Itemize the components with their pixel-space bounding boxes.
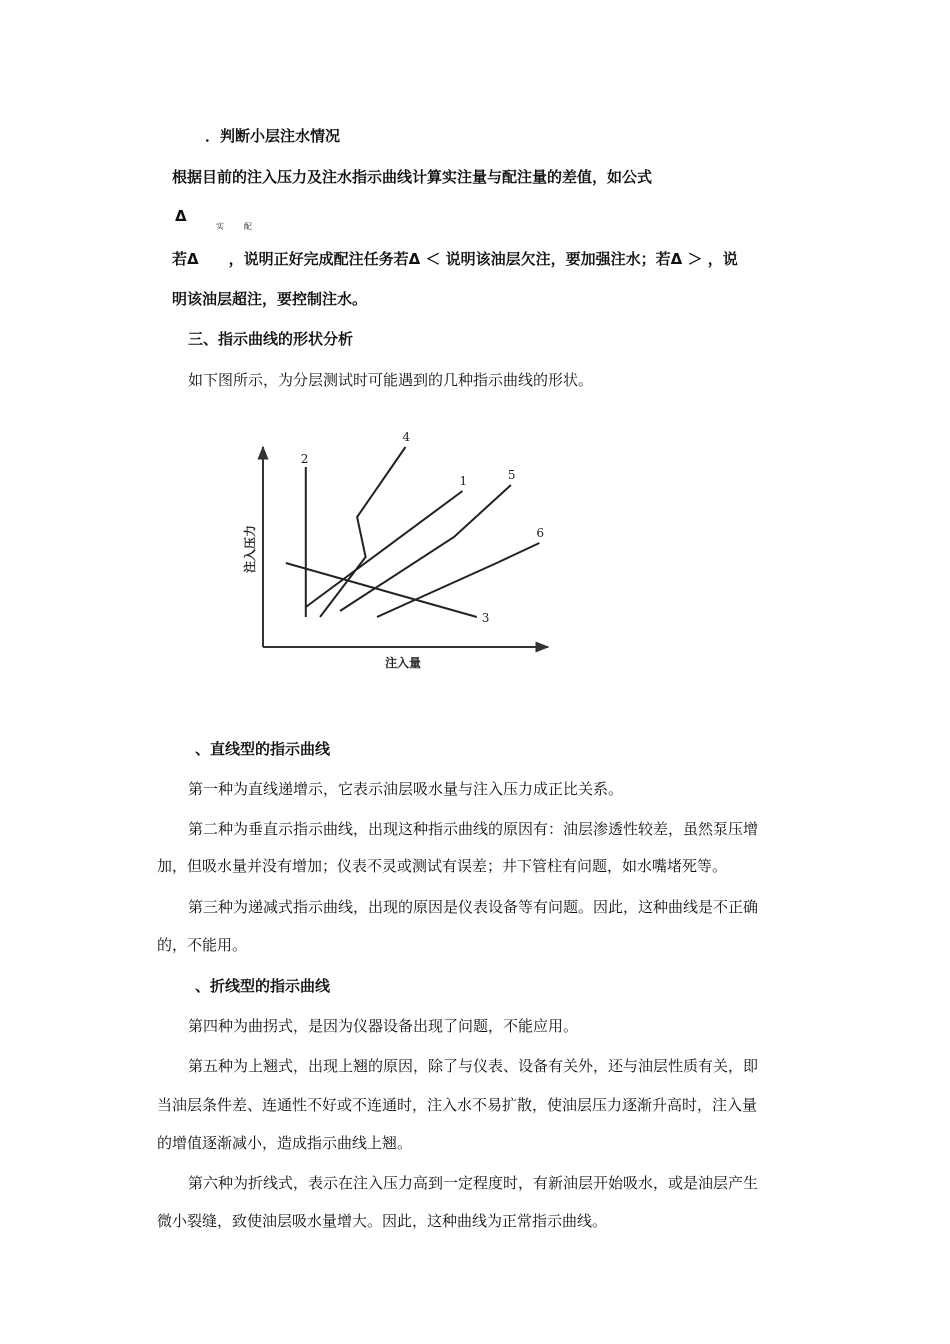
figure-intro-paragraph: 如下图所示，为分层测试时可能遇到的几种指示曲线的形状。: [188, 371, 594, 389]
paragraph-type-5-line-1: 第五种为上翘式，出现上翘的原因，除了与仪表、设备有关外，还与油层性质有关，即: [188, 1057, 759, 1075]
subsection-heading-linear: 、直线型的指示曲线: [195, 740, 331, 758]
condition-line-2: 明该油层超注，要控制注水。: [172, 290, 368, 308]
series-line-3: [286, 563, 477, 617]
series-line-6: [377, 543, 539, 617]
formula-intro-paragraph: 根据目前的注入压力及注水指示曲线计算实注量与配注量的差值，如公式: [172, 168, 653, 186]
paragraph-type-1: 第一种为直线递增示，它表示油层吸水量与注入压力成正比关系。: [188, 780, 624, 798]
paragraph-type-5-line-2: 当油层条件差、连通性不好或不连通时，注入水不易扩散，使油层压力逐渐升高时，注入量: [157, 1096, 758, 1114]
paragraph-type-3-line-2: 的，不能用。: [157, 936, 248, 954]
series-label-3: 3: [481, 611, 490, 625]
series-label-6: 6: [536, 526, 545, 540]
paragraph-type-5-line-3: 的增值逐渐减小，造成指示曲线上翘。: [157, 1134, 413, 1152]
series-line-4: [320, 447, 406, 617]
paragraph-type-2-line-2: 加，但吸水量并没有增加；仪表不灵或测试有误差；井下管柱有问题，如水嘴堵死等。: [157, 857, 728, 875]
x-axis-label: 注入量: [385, 656, 422, 670]
section-heading-judge: ．判断小层注水情况: [205, 127, 341, 145]
condition-part-2: ，说明正好完成配注任务若Δ ＜ 说明该油层欠注，要加强注水；若Δ ＞ ，说: [228, 250, 738, 268]
paragraph-type-3-line-1: 第三种为递减式指示曲线，出现的原因是仪表设备等有问题。因此，这种曲线是不正确: [188, 898, 759, 916]
series-label-2: 2: [300, 452, 309, 466]
condition-line-1: [172, 248, 792, 269]
subsection-heading-broken: 、折线型的指示曲线: [195, 977, 331, 995]
condition-part-1: 若Δ: [172, 250, 199, 268]
series-label-4: 4: [402, 430, 411, 444]
indicator-curve-chart: [230, 425, 560, 680]
paragraph-type-4: 第四种为曲拐式，是因为仪器设备出现了问题，不能应用。: [188, 1017, 579, 1035]
indicator-curve-svg: [230, 425, 560, 680]
formula-delta: Δ: [175, 207, 187, 225]
paragraph-type-2-line-1: 第二种为垂直示指示曲线，出现这种指示曲线的原因有：油层渗透性较差，虽然泵压增: [188, 820, 759, 838]
section-heading-shape-analysis: 三、指示曲线的形状分析: [188, 330, 354, 348]
paragraph-type-6-line-2: 微小裂缝，致使油层吸水量增大。因此，这种曲线为正常指示曲线。: [157, 1212, 608, 1230]
paragraph-type-6-line-1: 第六种为折线式，表示在注入压力高到一定程度时，有新油层开始吸水，或是油层产生: [188, 1174, 759, 1192]
y-axis-label: 注入压力: [243, 524, 257, 573]
formula-subscript-plan: 配: [244, 222, 252, 231]
series-label-5: 5: [507, 468, 516, 482]
series-label-1: 1: [459, 474, 468, 488]
formula-subscript-actual: 实: [216, 222, 224, 231]
